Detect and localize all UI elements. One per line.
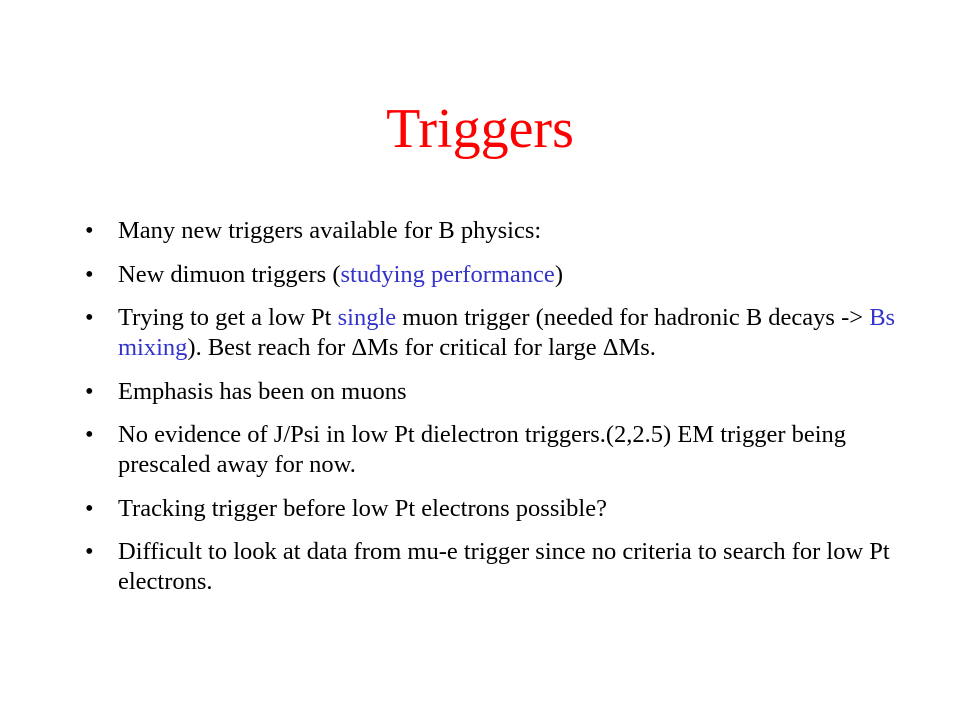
bullet-item bbox=[85, 303, 918, 363]
bullet-text: ). Best reach for ΔMs for critical for large ΔMs. bbox=[187, 334, 656, 361]
bullet-marker: • bbox=[85, 421, 94, 448]
bullet-text: No evidence of J/Psi in low Pt dielectron triggers.(2,2.5) EM trigger being prescaled away for now. bbox=[118, 421, 847, 478]
bullet-list bbox=[85, 216, 918, 611]
bullet-highlight-text: studying performance bbox=[340, 260, 555, 288]
bullet-item bbox=[85, 420, 918, 480]
bullet-text: ) bbox=[554, 260, 563, 288]
bullet-marker: • bbox=[85, 217, 94, 244]
bullet-marker: • bbox=[85, 538, 94, 565]
bullet-marker: • bbox=[85, 260, 94, 288]
bullet-text: Tracking trigger before low Pt electrons possible? bbox=[118, 494, 607, 522]
bullet-text: New dimuon triggers ( bbox=[118, 260, 341, 288]
bullet-item bbox=[85, 260, 918, 290]
bullet-text: Many new triggers available for B physics: bbox=[118, 217, 542, 244]
bullet-item bbox=[85, 537, 918, 597]
bullet-text: muon trigger (needed for hadronic B decays -> bbox=[396, 304, 870, 331]
bullet-item bbox=[85, 494, 918, 524]
slide-title: Triggers bbox=[386, 98, 574, 160]
bullet-highlight-text: single bbox=[337, 304, 397, 331]
bullet-marker: • bbox=[85, 304, 94, 331]
bullet-marker: • bbox=[85, 494, 94, 522]
bullet-item bbox=[85, 216, 918, 246]
bullet-text: Difficult to look at data from mu-e trigger since no criteria to search for low Pt electrons. bbox=[118, 538, 890, 595]
bullet-item bbox=[85, 377, 918, 407]
bullet-text: Emphasis has been on muons bbox=[118, 377, 407, 405]
bullet-text: Trying to get a low Pt bbox=[118, 304, 338, 331]
bullet-highlight-text: Bs mixing bbox=[118, 304, 896, 361]
bullet-marker: • bbox=[85, 377, 94, 405]
